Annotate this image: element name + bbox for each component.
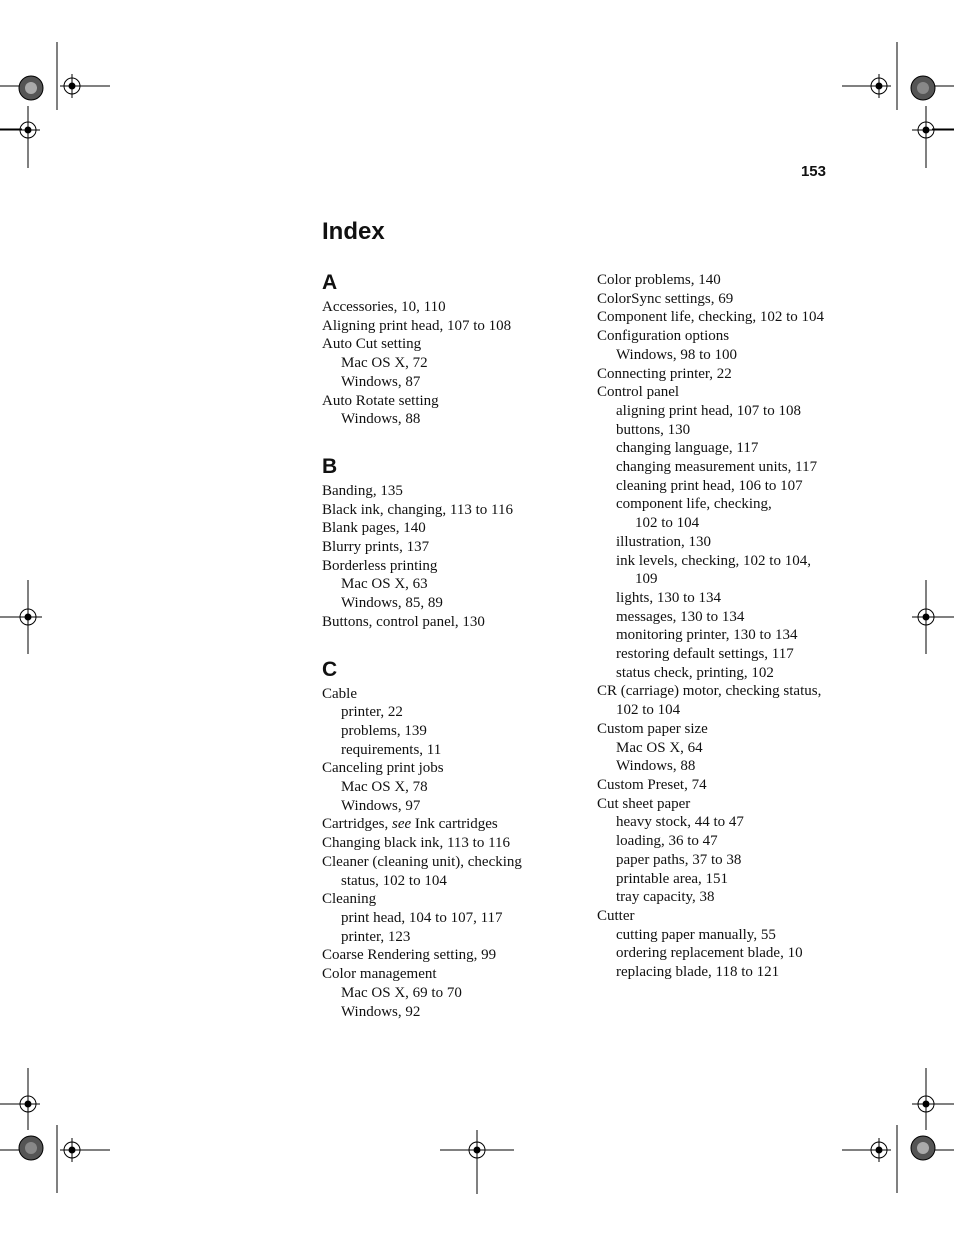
index-subentry <box>597 832 847 851</box>
starburst-target-icon <box>911 1136 935 1160</box>
index-entry-text: Cleaning <box>322 891 377 908</box>
index-entry <box>322 557 572 576</box>
index-entry <box>322 815 572 834</box>
index-entry-text: Cartridges, <box>322 816 392 833</box>
index-entry <box>322 759 572 778</box>
index-entry-text: cutting paper manually, 55 <box>616 926 776 943</box>
index-subentry <box>322 909 572 928</box>
index-entry-text: Buttons, control panel, 130 <box>322 613 485 630</box>
starburst-target-icon <box>911 76 935 100</box>
index-entry-text: Canceling print jobs <box>322 760 444 777</box>
index-subentry <box>597 963 847 982</box>
index-entry-text: Cable <box>322 685 357 702</box>
section-letter: A <box>322 271 338 294</box>
index-entry-text: lights, 130 to 134 <box>616 589 722 606</box>
page-title: Index <box>322 218 385 245</box>
index-subentry <box>322 354 572 373</box>
crosshair-target-icon <box>912 580 954 654</box>
index-entry-continuation: status, 102 to 104 <box>341 872 447 889</box>
index-entry-text: Mac OS X, 64 <box>616 739 703 756</box>
index-subentry <box>597 477 847 496</box>
index-entry-text: Black ink, changing, 113 to 116 <box>322 501 513 518</box>
crosshair-target-icon <box>912 118 954 142</box>
crosshair-target-icon <box>440 1130 514 1194</box>
index-subentry <box>597 589 847 608</box>
index-entry-text: ordering replacement blade, 10 <box>616 945 803 962</box>
index-section <box>322 455 572 632</box>
index-section <box>322 658 572 1022</box>
crosshair-target-icon <box>912 1092 954 1116</box>
index-entry-text: monitoring printer, 130 to 134 <box>616 627 798 644</box>
index-entry-text: Color management <box>322 966 437 983</box>
index-entry <box>597 271 847 290</box>
index-entry <box>597 383 847 402</box>
index-entry-text: illustration, 130 <box>616 533 711 550</box>
index-entry <box>322 335 572 354</box>
index-entry-continuation: 109 <box>635 571 658 588</box>
index-entry-text: Accessories, 10, 110 <box>322 299 446 315</box>
index-entry <box>597 907 847 926</box>
index-subentry <box>597 645 847 664</box>
crosshair-target-icon <box>0 118 40 142</box>
crosshair-target-icon <box>842 1138 891 1162</box>
index-subentry <box>597 926 847 945</box>
index-entry-text: aligning print head, 107 to 108 <box>616 402 801 419</box>
index-subentry <box>597 851 847 870</box>
index-entry <box>597 327 847 346</box>
index-subentry <box>597 626 847 645</box>
index-entry <box>597 365 847 384</box>
index-entry-text: Changing black ink, 113 to 116 <box>322 835 511 852</box>
index-subentry <box>597 495 847 532</box>
index-entry-text: Coarse Rendering setting, 99 <box>322 947 497 964</box>
index-entry <box>322 853 572 890</box>
index-subentry <box>597 458 847 477</box>
index-subentry <box>322 722 572 741</box>
index-subentry <box>322 373 572 392</box>
index-subentry <box>322 741 572 760</box>
index-subentry <box>597 346 847 365</box>
index-entry <box>597 290 847 309</box>
index-entry-text: Cutter <box>597 907 635 924</box>
index-entry-text: Aligning print head, 107 to 108 <box>322 317 512 334</box>
index-subentry <box>322 594 572 613</box>
index-entry-text: problems, 139 <box>341 722 427 739</box>
index-entry-text: Windows, 98 to 100 <box>616 346 738 363</box>
starburst-target-icon <box>19 1136 43 1160</box>
index-entry-text: messages, 130 to 134 <box>616 608 745 625</box>
index-entry-text: print head, 104 to 107, 117 <box>341 909 503 926</box>
index-subentry <box>322 778 572 797</box>
index-entry-text: replacing blade, 118 to 121 <box>616 964 780 981</box>
index-entry-text: status check, printing, 102 <box>616 664 774 681</box>
index-subentry <box>597 402 847 421</box>
index-subentry <box>597 552 847 589</box>
section-letter: C <box>322 657 338 681</box>
index-entry-text: Banding, 135 <box>322 482 403 499</box>
index-entry <box>597 682 847 719</box>
index-entry-text: printable area, 151 <box>616 870 729 887</box>
index-subentry <box>597 739 847 758</box>
section-letter: B <box>322 454 338 478</box>
index-entry-text: Custom Preset, 74 <box>597 776 707 793</box>
index-entry-text: Windows, 88 <box>616 758 696 775</box>
index-entry-text: Connecting printer, 22 <box>597 365 732 382</box>
index-entry-text: CR (carriage) motor, checking status, <box>597 683 822 700</box>
index-entry <box>322 519 572 538</box>
index-subentry <box>597 870 847 889</box>
index-entry-text: paper paths, 37 to 38 <box>616 851 742 868</box>
index-section <box>322 271 572 429</box>
starburst-target-icon <box>19 76 43 100</box>
index-subentry <box>322 575 572 594</box>
index-entry-text: heavy stock, 44 to 47 <box>616 814 744 831</box>
index-entry-text: Windows, 85, 89 <box>341 595 443 612</box>
index-entry <box>597 308 847 327</box>
index-entry-text: printer, 123 <box>341 928 411 945</box>
index-entry <box>322 965 572 984</box>
index-entry <box>322 501 572 520</box>
index-subentry <box>597 944 847 963</box>
index-entry-text: Windows, 88 <box>341 411 421 428</box>
crosshair-target-icon <box>0 580 42 654</box>
index-entry <box>597 795 847 814</box>
index-entry-text: cleaning print head, 106 to 107 <box>616 477 803 494</box>
index-entry-text: Mac OS X, 72 <box>341 355 428 372</box>
index-subentry <box>597 608 847 627</box>
index-entry <box>597 720 847 739</box>
index-entry-text: requirements, 11 <box>341 741 442 758</box>
index-subentry <box>597 813 847 832</box>
index-subentry <box>597 664 847 683</box>
index-entry <box>322 482 572 501</box>
index-entry <box>322 685 572 704</box>
index-column-left <box>322 271 572 1047</box>
index-subentry <box>322 928 572 947</box>
index-entry-text: Blurry prints, 137 <box>322 539 430 556</box>
index-entry-text: Blank pages, 140 <box>322 520 426 537</box>
index-subentry <box>597 533 847 552</box>
index-entry-text: Color problems, 140 <box>597 272 721 288</box>
index-entry-text: buttons, 130 <box>616 421 691 438</box>
index-entry-text: loading, 36 to 47 <box>616 833 718 850</box>
index-entry-text: Custom paper size <box>597 720 708 737</box>
index-entry-text: Auto Rotate setting <box>322 392 439 409</box>
index-subentry <box>597 439 847 458</box>
index-entry-continuation: 102 to 104 <box>616 702 681 719</box>
index-entry-text: Windows, 92 <box>341 1003 421 1020</box>
index-entry <box>322 890 572 909</box>
crosshair-target-icon <box>0 1092 40 1116</box>
index-entry-text: Cleaner (cleaning unit), checking <box>322 853 522 870</box>
index-subentry <box>322 410 572 429</box>
index-entry-text: ink levels, checking, 102 to 104, <box>616 552 811 569</box>
index-entry-continuation: 102 to 104 <box>635 515 700 532</box>
page-number: 153 <box>800 163 826 180</box>
index-subentry <box>597 888 847 907</box>
index-entry-text: changing measurement units, 117 <box>616 459 818 476</box>
index-entry-text: Auto Cut setting <box>322 336 422 353</box>
index-entry-text: Component life, checking, 102 to 104 <box>597 309 825 326</box>
index-entry <box>322 317 572 336</box>
see-reference: see <box>391 816 412 833</box>
index-subentry <box>597 757 847 776</box>
index-entry-text: changing language, 117 <box>616 440 759 457</box>
index-subentry <box>597 421 847 440</box>
index-entry <box>322 538 572 557</box>
crosshair-target-icon <box>60 74 110 98</box>
crosshair-target-icon <box>60 1138 110 1162</box>
index-entry-text: Ink cartridges <box>411 816 498 833</box>
index-entry <box>322 298 572 317</box>
index-entry <box>322 834 572 853</box>
index-entry <box>322 946 572 965</box>
index-subentry <box>322 1003 572 1022</box>
index-entry-text: Cut sheet paper <box>597 795 691 812</box>
index-entry-text: Mac OS X, 78 <box>341 779 428 796</box>
index-subentry <box>322 984 572 1003</box>
index-subentry <box>322 703 572 722</box>
index-entry-text: Configuration options <box>597 328 730 345</box>
index-entry-text: Borderless printing <box>322 557 438 574</box>
crosshair-target-icon <box>842 74 891 98</box>
index-entry-text: ColorSync settings, 69 <box>597 290 734 307</box>
index-entry-text: Windows, 87 <box>341 373 421 390</box>
index-entry-text: Windows, 97 <box>341 797 421 814</box>
index-entry-text: Mac OS X, 69 to 70 <box>341 984 462 1001</box>
index-entry-text: tray capacity, 38 <box>616 889 715 906</box>
index-subentry <box>322 797 572 816</box>
index-entry-text: Mac OS X, 63 <box>341 576 428 593</box>
index-entry <box>322 613 572 632</box>
index-entry-text: component life, checking, <box>616 496 772 513</box>
index-entry-text: restoring default settings, 117 <box>616 646 794 663</box>
index-entry-text: printer, 22 <box>341 704 403 721</box>
index-entry <box>322 392 572 411</box>
index-entry <box>597 776 847 795</box>
index-column-right <box>597 271 847 982</box>
index-entry-text: Control panel <box>597 384 680 401</box>
